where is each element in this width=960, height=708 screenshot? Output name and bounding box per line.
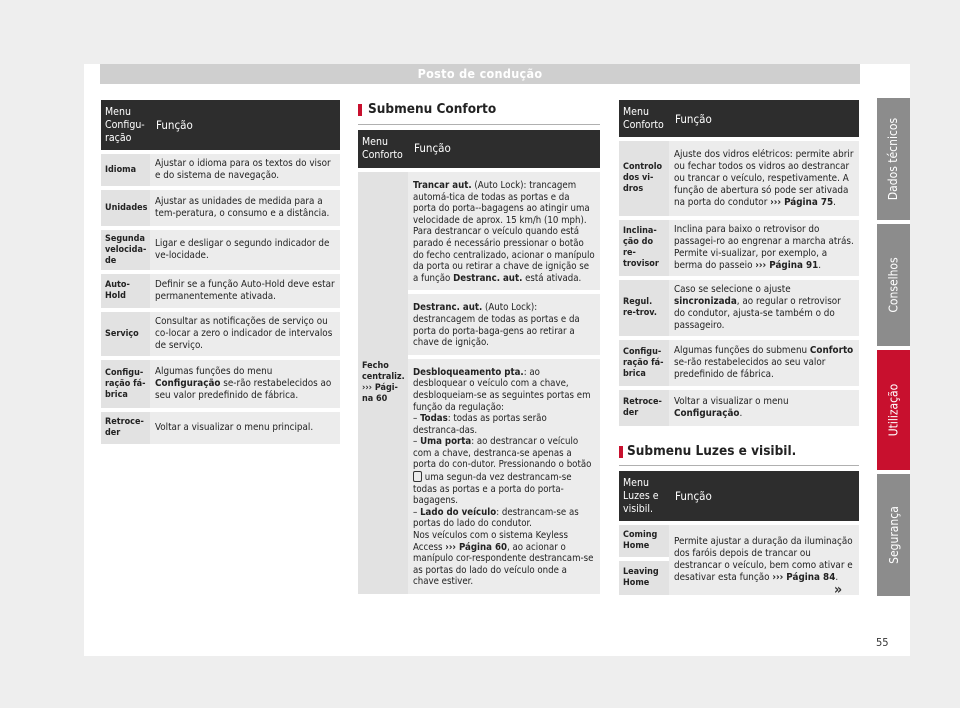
section-title-conforto: Submenu Conforto	[368, 101, 497, 117]
unlock-doors-cell: Desbloqueamento pta.: ao desbloquear o veículo com a chave, desbloqueiam-se as seguintes portas em função da regulação: – Todas: todas as portas serão destranca-das. – Uma porta: ao destrancar o veículo com a chave, destranca-se apenas a porta do con-dutor. Pressionando o botão uma segun-da vez destrancam-se todas as portas e a porta do porta-bagagens. – Lado do veículo: destrancam-se as portas do lado do condutor. Nos veículos com o sistema Keyless Access ››› Página 60, ao acionar o manípulo cor-respondente destrancam-se as portas do lado do veículo onde a chave estiver.	[408, 357, 600, 594]
row-key: Retroce-der	[619, 388, 669, 426]
row-key: Controlo dos vi-dros	[619, 139, 669, 218]
auto-unlock-cell: Destranc. aut. (Auto Lock): destrancagem de todas as portas e da porta do porta-baga-gens ao retirar a chave de ignição.	[408, 292, 600, 356]
unlock-button-icon	[413, 471, 422, 482]
page-header: Posto de condução	[100, 64, 860, 84]
row-key: Auto-Hold	[101, 272, 150, 310]
row-value: Ajuste dos vidros elétricos: permite abrir ou fechar todos os vidros ao destrancar ou trancar o veículo, respetivamente. A função de abertura só pode ser ativada na porta do condutor ››› Página 75.	[669, 139, 859, 218]
row-value: Caso se selecione o ajuste sincronizada, ao regular o retrovisor do condutor, ajusta-se também o do passageiro.	[669, 278, 859, 338]
row-value: Ajustar as unidades de medida para a tem-peratura, o consumo e a distância.	[150, 188, 340, 228]
tab-dados-tecnicos[interactable]: Dados técnicos	[877, 98, 910, 220]
luzes-table	[619, 471, 859, 595]
row-key: Configu-ração fá-brica	[101, 358, 150, 410]
row-value: Permite ajustar a duração da iluminação dos faróis depois de trancar ou destrancar o veículo, bem como ativar e desativar esta função ››› Página 84.	[669, 523, 859, 595]
row-key-fecho: Fecho centraliz. ››› Pági-na 60	[358, 170, 408, 594]
table-head-menu: Menu Luzes e visibil.	[619, 471, 669, 523]
row-key: Inclina-ção do re-trovisor	[619, 218, 669, 278]
section-title-luzes: Submenu Luzes e visibil.	[627, 443, 797, 459]
title-marker	[619, 446, 623, 458]
row-key: Idioma	[101, 152, 150, 188]
tab-conselhos[interactable]: Conselhos	[877, 224, 910, 346]
page-number: 55	[876, 636, 889, 649]
title-rule	[619, 465, 859, 466]
row-value: Inclina para baixo o retrovisor do passagei-ro ao engrenar a marcha atrás. Permite vi-sualizar, por exemplo, a berma do passeio ››› Página 91.	[669, 218, 859, 278]
row-key: Regul. re-trov.	[619, 278, 669, 338]
table-head-function: Função	[669, 471, 859, 523]
row-key: Unidades	[101, 188, 150, 228]
table-head-menu: Menu Configu-ração	[101, 100, 150, 152]
table-head-function: Função	[408, 130, 600, 170]
row-value: Ajustar o idioma para os textos do visor e do sistema de navegação.	[150, 152, 340, 188]
row-key: Leaving Home	[619, 559, 669, 595]
title-marker	[358, 104, 362, 116]
row-value: Consultar as notificações de serviço ou co-locar a zero o indicador de intervalos de serviço.	[150, 310, 340, 358]
row-value: Algumas funções do menu Configuração se-rão restabelecidos ao seu valor predefinido de fábrica.	[150, 358, 340, 410]
table-head-menu: Menu Conforto	[619, 100, 669, 139]
conforto-table-continued	[619, 100, 859, 426]
table-head-function: Função	[150, 100, 340, 152]
row-key: Retroce-der	[101, 410, 150, 444]
tab-seguranca[interactable]: Segurança	[877, 474, 910, 596]
table-head-menu: Menu Conforto	[358, 130, 408, 170]
row-value: Definir se a função Auto-Hold deve estar permanentemente ativada.	[150, 272, 340, 310]
continue-mark: »	[834, 582, 843, 598]
row-key: Serviço	[101, 310, 150, 358]
config-menu-table	[101, 100, 340, 444]
row-value: Voltar a visualizar o menu principal.	[150, 410, 340, 444]
auto-lock-cell: Trancar aut. (Auto Lock): trancagem automá-tica de todas as portas e da porta do porta--bagagens ao atingir uma velocidade de aprox. 15 km/h (10 mph). Para destrancar o veículo quando está parado é necessário pressionar o botão do fecho centralizado, acionar o manípulo da porta ou retirar a chave de ignição se a função Destranc. aut. está ativada.	[408, 170, 600, 292]
conforto-table	[358, 130, 600, 594]
row-key: Segunda velocida-de	[101, 228, 150, 272]
table-head-function: Função	[669, 100, 859, 139]
row-key: Configu-ração fá-brica	[619, 338, 669, 388]
title-rule	[358, 124, 600, 125]
row-value: Algumas funções do submenu Conforto se-rão restabelecidos ao seu valor predefinido de fábrica.	[669, 338, 859, 388]
row-value: Ligar e desligar o segundo indicador de ve-locidade.	[150, 228, 340, 272]
row-value: Voltar a visualizar o menu Configuração.	[669, 388, 859, 426]
tab-utilizacao[interactable]: Utilização	[877, 350, 910, 470]
row-key: Coming Home	[619, 523, 669, 559]
